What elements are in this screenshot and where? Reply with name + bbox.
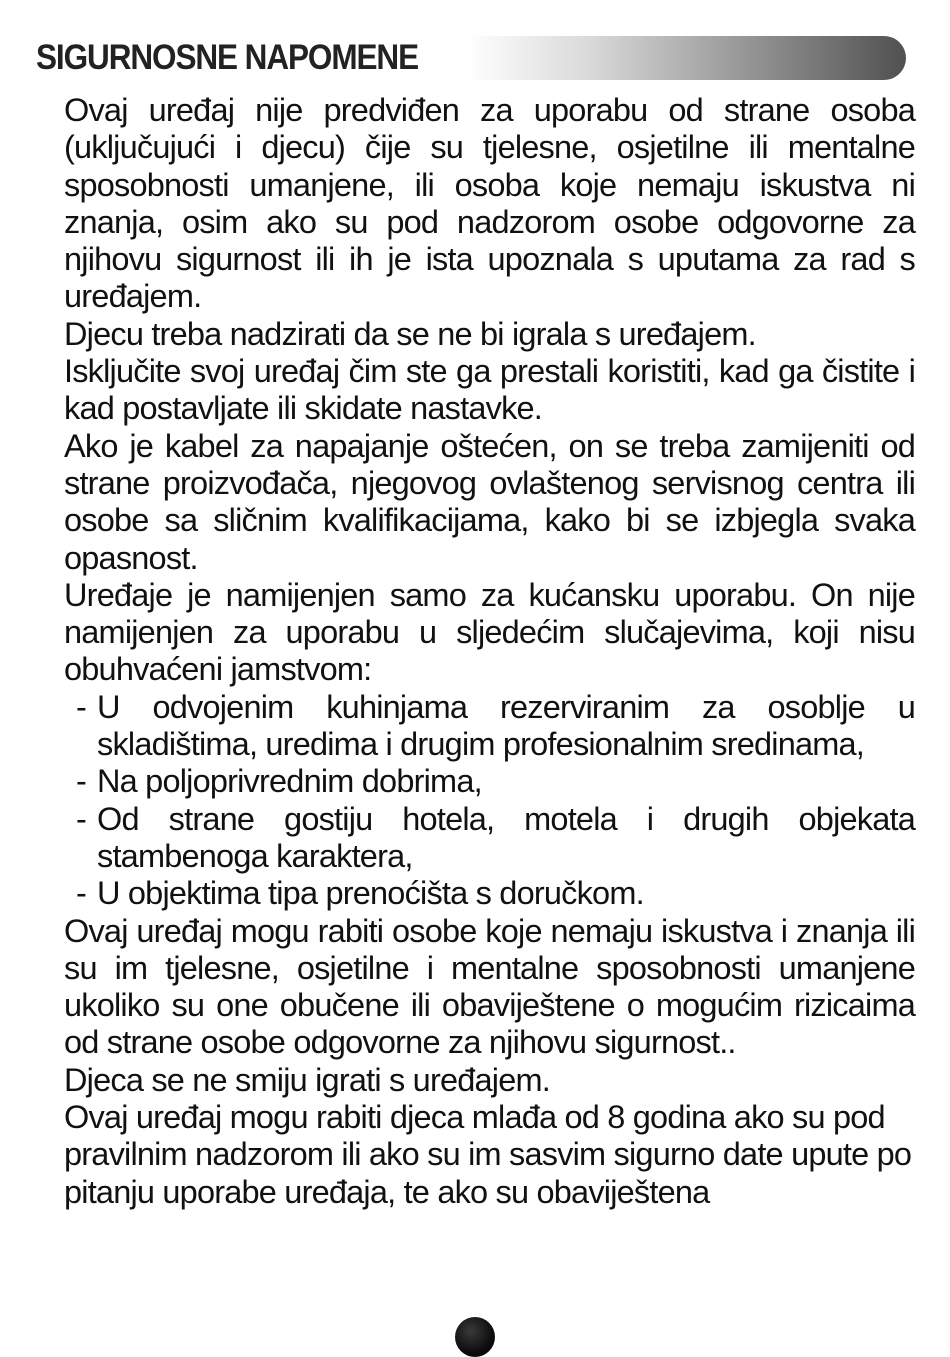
- page-marker-dot: [455, 1317, 495, 1357]
- paragraph-trained-persons: Ovaj uređaj mogu rabiti osobe koje nemaju iskustva i znanja ili su im tjelesne, osjetilne i mentalne sposobnosti umanjene ukoliko su one obučene ili obaviještene o mogućim rizicaima od strane osobe odgovorne za njihovu sigurnost..: [64, 912, 915, 1061]
- section-title: SIGURNOSNE NAPOMENE: [36, 38, 419, 77]
- list-item: [64, 801, 915, 876]
- safety-text-body: [64, 92, 915, 1211]
- list-item-text: Od strane gostiju hotela, motela i drugih objekata stambenoga karaktera,: [97, 800, 915, 874]
- list-item-text: U objektima tipa prenoćišta s doručkom.: [97, 875, 644, 912]
- paragraph-supervision: Ovaj uređaj nije predviđen za uporabu od strane osoba (uključujući i djecu) čije su tjelesne, osjetilne ili mentalne sposobnosti umanjene, ili osoba koje nemaju iskustva ni znanja, osim ako su pod nadzorom osobe odgovorne za njihovu sigurnost ili ih je ista upoznala s uputama za rad s uređajem.: [64, 92, 915, 315]
- paragraph-children-under-8: Ovaj uređaj mogu rabiti djeca mlađa od 8 godina ako su pod pravilnim nadzorom ili ako su im sasvim sigurno date upute po pitanju uporabe uređaja, te ako su obaviještena: [64, 1099, 912, 1210]
- list-item-text: U odvojenim kuhinjama rezerviranim za osoblje u skladištima, uredima i drugim profesionalnim sredinama,: [97, 688, 915, 763]
- bullet-dash: -: [76, 875, 87, 912]
- paragraph-household-use: Uređaje je namijenjen samo za kućansku uporabu. On nije namijenjen za uporabu u sljedećim slučajevima, koji nisu obuhvaćeni jamstvom:: [64, 576, 915, 688]
- list-item: [64, 875, 915, 912]
- excluded-uses-list: [64, 689, 915, 913]
- list-item: [64, 763, 915, 800]
- list-item: [64, 689, 915, 764]
- bullet-dash: -: [76, 763, 87, 800]
- paragraph-damaged-cable: Ako je kabel za napajanje oštećen, on se treba zamijeniti od strane proizvođača, njegovog ovlaštenog servisnog centra ili osobe sa sličnim kvalifikacijama, kako bi se izbjegla svaka opasnost.: [64, 427, 915, 576]
- list-item-text: Na poljoprivrednim dobrima,: [97, 763, 482, 800]
- bullet-dash: -: [76, 688, 87, 725]
- paragraph-children-supervision: Djecu treba nadzirati da se ne bi igrala s uređajem.: [64, 315, 756, 352]
- paragraph-switch-off: Isključite svoj uređaj čim ste ga prestali koristiti, kad ga čistite i kad postavljate ili skidate nastavke.: [64, 353, 915, 427]
- paragraph-children-no-play: Djeca se ne smiju igrati s uređajem.: [64, 1061, 550, 1098]
- bullet-dash: -: [76, 800, 87, 837]
